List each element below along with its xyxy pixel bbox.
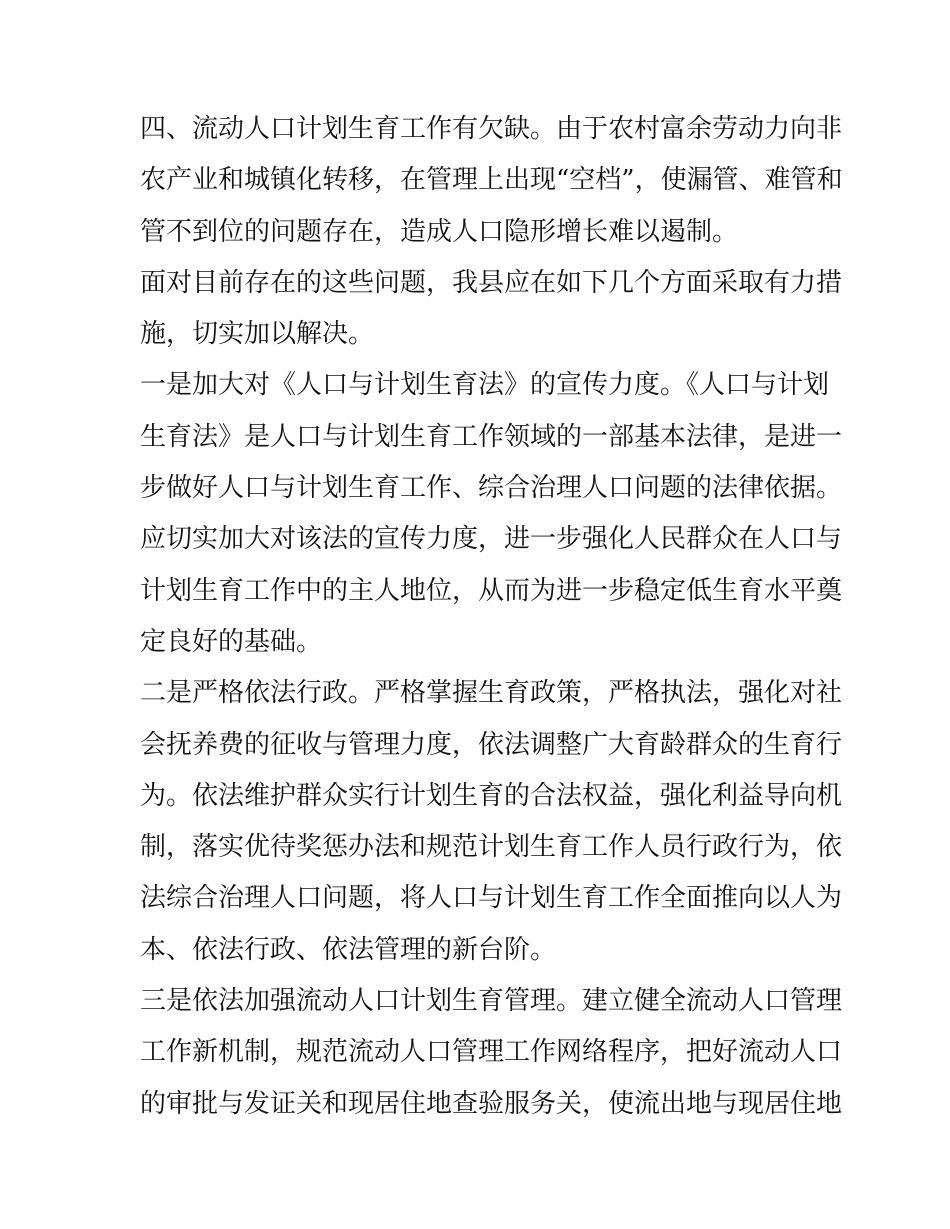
text-line: 二是严格依法行政。严格掌握生育政策，严格执法，强化对社: [140, 678, 843, 709]
text-line: 步做好人口与计划生育工作、综合治理人口问题的法律依据。: [140, 473, 843, 504]
text-line: 生育法》是人口与计划生育工作领域的一部基本法律，是进一: [140, 421, 843, 452]
text-line: 三是依法加强流动人口计划生育管理。建立健全流动人口管理: [140, 986, 843, 1017]
text-line: 制，落实优待奖惩办法和规范计划生育工作人员行政行为，依: [140, 832, 843, 863]
paragraph-measure-two: [140, 668, 843, 976]
document-body: [140, 104, 843, 1130]
text-line: 管不到位的问题存在，造成人口隐形增长难以遏制。: [140, 216, 739, 247]
text-line: 会抚养费的征收与管理力度，依法调整广大育龄群众的生育行: [140, 729, 843, 760]
text-line: 四、流动人口计划生育工作有欠缺。由于农村富余劳动力向非: [140, 114, 843, 144]
text-line: 工作新机制，规范流动人口管理工作网络程序，把好流动人口: [140, 1037, 843, 1068]
text-line: 定良好的基础。: [140, 626, 323, 657]
text-line: 为。依法维护群众实行计划生育的合法权益，强化利益导向机: [140, 780, 843, 811]
text-line: 法综合治理人口问题，将人口与计划生育工作全面推向以人为: [140, 883, 843, 914]
paragraph-measure-one: [140, 360, 843, 668]
text-line: 本、依法行政、依法管理的新台阶。: [140, 934, 557, 965]
paragraph-floating-population-issue: [140, 104, 843, 258]
text-line: 一是加大对《人口与计划生育法》的宣传力度。《人口与计划: [140, 370, 830, 401]
text-line: 计划生育工作中的主人地位，从而为进一步稳定低生育水平奠: [140, 575, 843, 606]
text-line: 应切实加大对该法的宣传力度，进一步强化人民群众在人口与: [140, 524, 843, 555]
paragraph-measure-three: [140, 976, 843, 1130]
text-line: 农产业和城镇化转移，在管理上出现“空档”，使漏管、难管和: [140, 165, 843, 196]
paragraph-measures-intro: [140, 258, 843, 361]
text-line: 的审批与发证关和现居住地查验服务关，使流出地与现居住地: [140, 1088, 843, 1119]
text-line: 施，切实加以解决。: [140, 319, 375, 350]
text-line: 面对目前存在的这些问题，我县应在如下几个方面采取有力措: [140, 267, 843, 298]
